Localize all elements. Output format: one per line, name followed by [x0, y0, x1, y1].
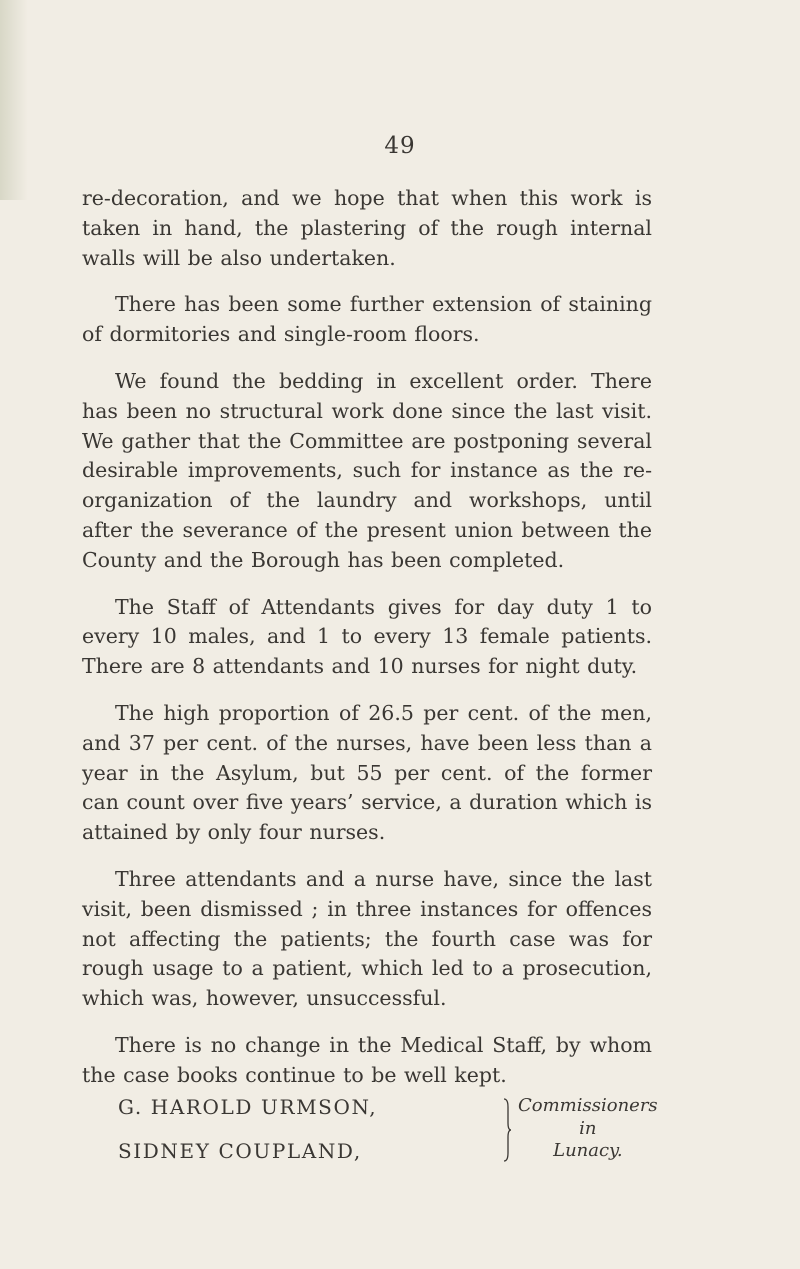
body-text — [82, 184, 652, 1108]
title-line: Commissioners — [518, 1095, 658, 1116]
brace-icon — [502, 1095, 512, 1165]
title-line: in — [579, 1117, 597, 1139]
paragraph-dismissals: Three attendants and a nurse have, since the last visit, been dismissed ; in three instances for offences not affecting the patients; the fourth case was for rough usage to a patient, which led to a prosecution, which was, however, unsuccessful. — [82, 866, 652, 1011]
paragraph-staining: There has been some further extension of staining of dormitories and single-room floors. — [82, 292, 652, 347]
signature-block — [118, 1095, 678, 1175]
paragraph-bedding: We found the bedding in excellent order. There has been no structural work done since the last visit. We gather that the Committee are postponing several desirable improvements, such for instance as the re-organization of the laundry and workshops, until after the severance of the present union between the County and the Borough has been completed. — [82, 368, 652, 572]
page-number: 49 — [384, 133, 416, 159]
page-edge-shading — [0, 0, 28, 200]
paragraph-medical-staff: There is no change in the Medical Staff, by whom the case books continue to be well kept. — [82, 1032, 652, 1087]
paragraph-staff-of-attendants: The Staff of Attendants gives for day duty 1 to every 10 males, and 1 to every 13 female patients. There are 8 attendants and 10 nurses for night duty. — [82, 594, 652, 679]
paragraph-continuation: re-decoration, and we hope that when this work is taken in hand, the plastering of the rough internal walls will be also undertaken. — [82, 186, 652, 270]
signatory-title — [518, 1095, 658, 1163]
signatory-name: SIDNEY COUPLAND, — [118, 1139, 362, 1163]
title-line: Lunacy. — [553, 1140, 623, 1161]
paragraph-proportion: The high proportion of 26.5 per cent. of the men, and 37 per cent. of the nurses, have been less than a year in the Asylum, but 55 per cent. of the former can count over five years’ service, a duration which is attained by only four nurses. — [82, 700, 652, 845]
signatory-name: G. HAROLD URMSON, — [118, 1095, 378, 1119]
